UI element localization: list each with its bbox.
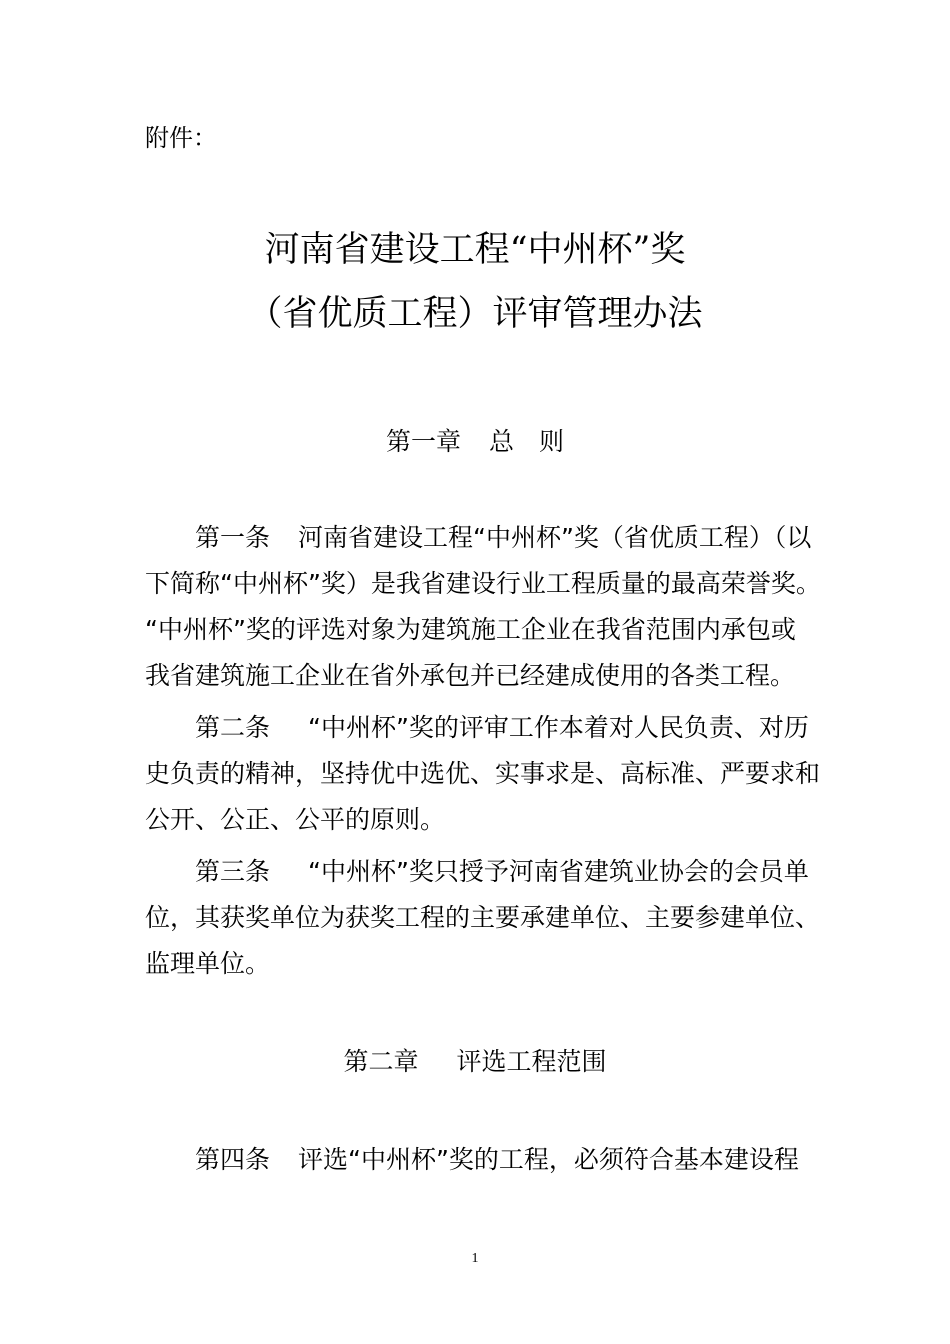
article-1-line-1: 第一条 河南省建设工程“中州杯”奖（省优质工程）（以	[195, 523, 812, 552]
article-4-label: 第四条	[195, 1145, 271, 1174]
article-4-line-1: 第四条 评选“中州杯”奖的工程，必须符合基本建设程	[195, 1145, 799, 1174]
chapter-2-label: 第二章	[343, 1047, 419, 1076]
chapter-1-heading	[0, 424, 950, 460]
attachment-label: 附件：	[145, 124, 217, 152]
article-3-line-1: 第三条 “中州杯”奖只授予河南省建筑业协会的会员单	[195, 857, 809, 886]
article-3-label: 第三条	[195, 857, 271, 886]
chapter-1-name: 总 则	[489, 427, 565, 456]
article-1-label: 第一条	[195, 523, 271, 552]
article-2-line-3: 公开、公正、公平的原则。	[145, 805, 446, 834]
article-1-line-4: 我省建筑施工企业在省外承包并已经建成使用的各类工程。	[145, 661, 796, 690]
article-3-line-2: 位，其获奖单位为获奖工程的主要承建单位、主要参建单位、	[145, 903, 821, 932]
page-number: 1	[471, 1251, 479, 1266]
article-2-line-2: 史负责的精神，坚持优中选优、实事求是、高标准、严要求和	[145, 759, 821, 788]
article-3-line-3: 监理单位。	[145, 949, 271, 978]
article-1-line-2: 下简称“中州杯”奖）是我省建设行业工程质量的最高荣誉奖。	[145, 569, 821, 598]
article-1-line-3: “中州杯”奖的评选对象为建筑施工企业在我省范围内承包或	[145, 615, 796, 644]
chapter-1-label: 第一章	[385, 427, 461, 456]
document-title-line-2: （省优质工程）评审管理办法	[247, 294, 703, 334]
chapter-2-heading	[0, 1044, 950, 1080]
chapter-2-name: 评选工程范围	[456, 1047, 607, 1076]
article-2-label: 第二条	[195, 713, 271, 742]
article-2-line-1: 第二条 “中州杯”奖的评审工作本着对人民负责、对历	[195, 713, 809, 742]
document-title-line-1: 河南省建设工程“中州杯”奖	[264, 230, 686, 270]
